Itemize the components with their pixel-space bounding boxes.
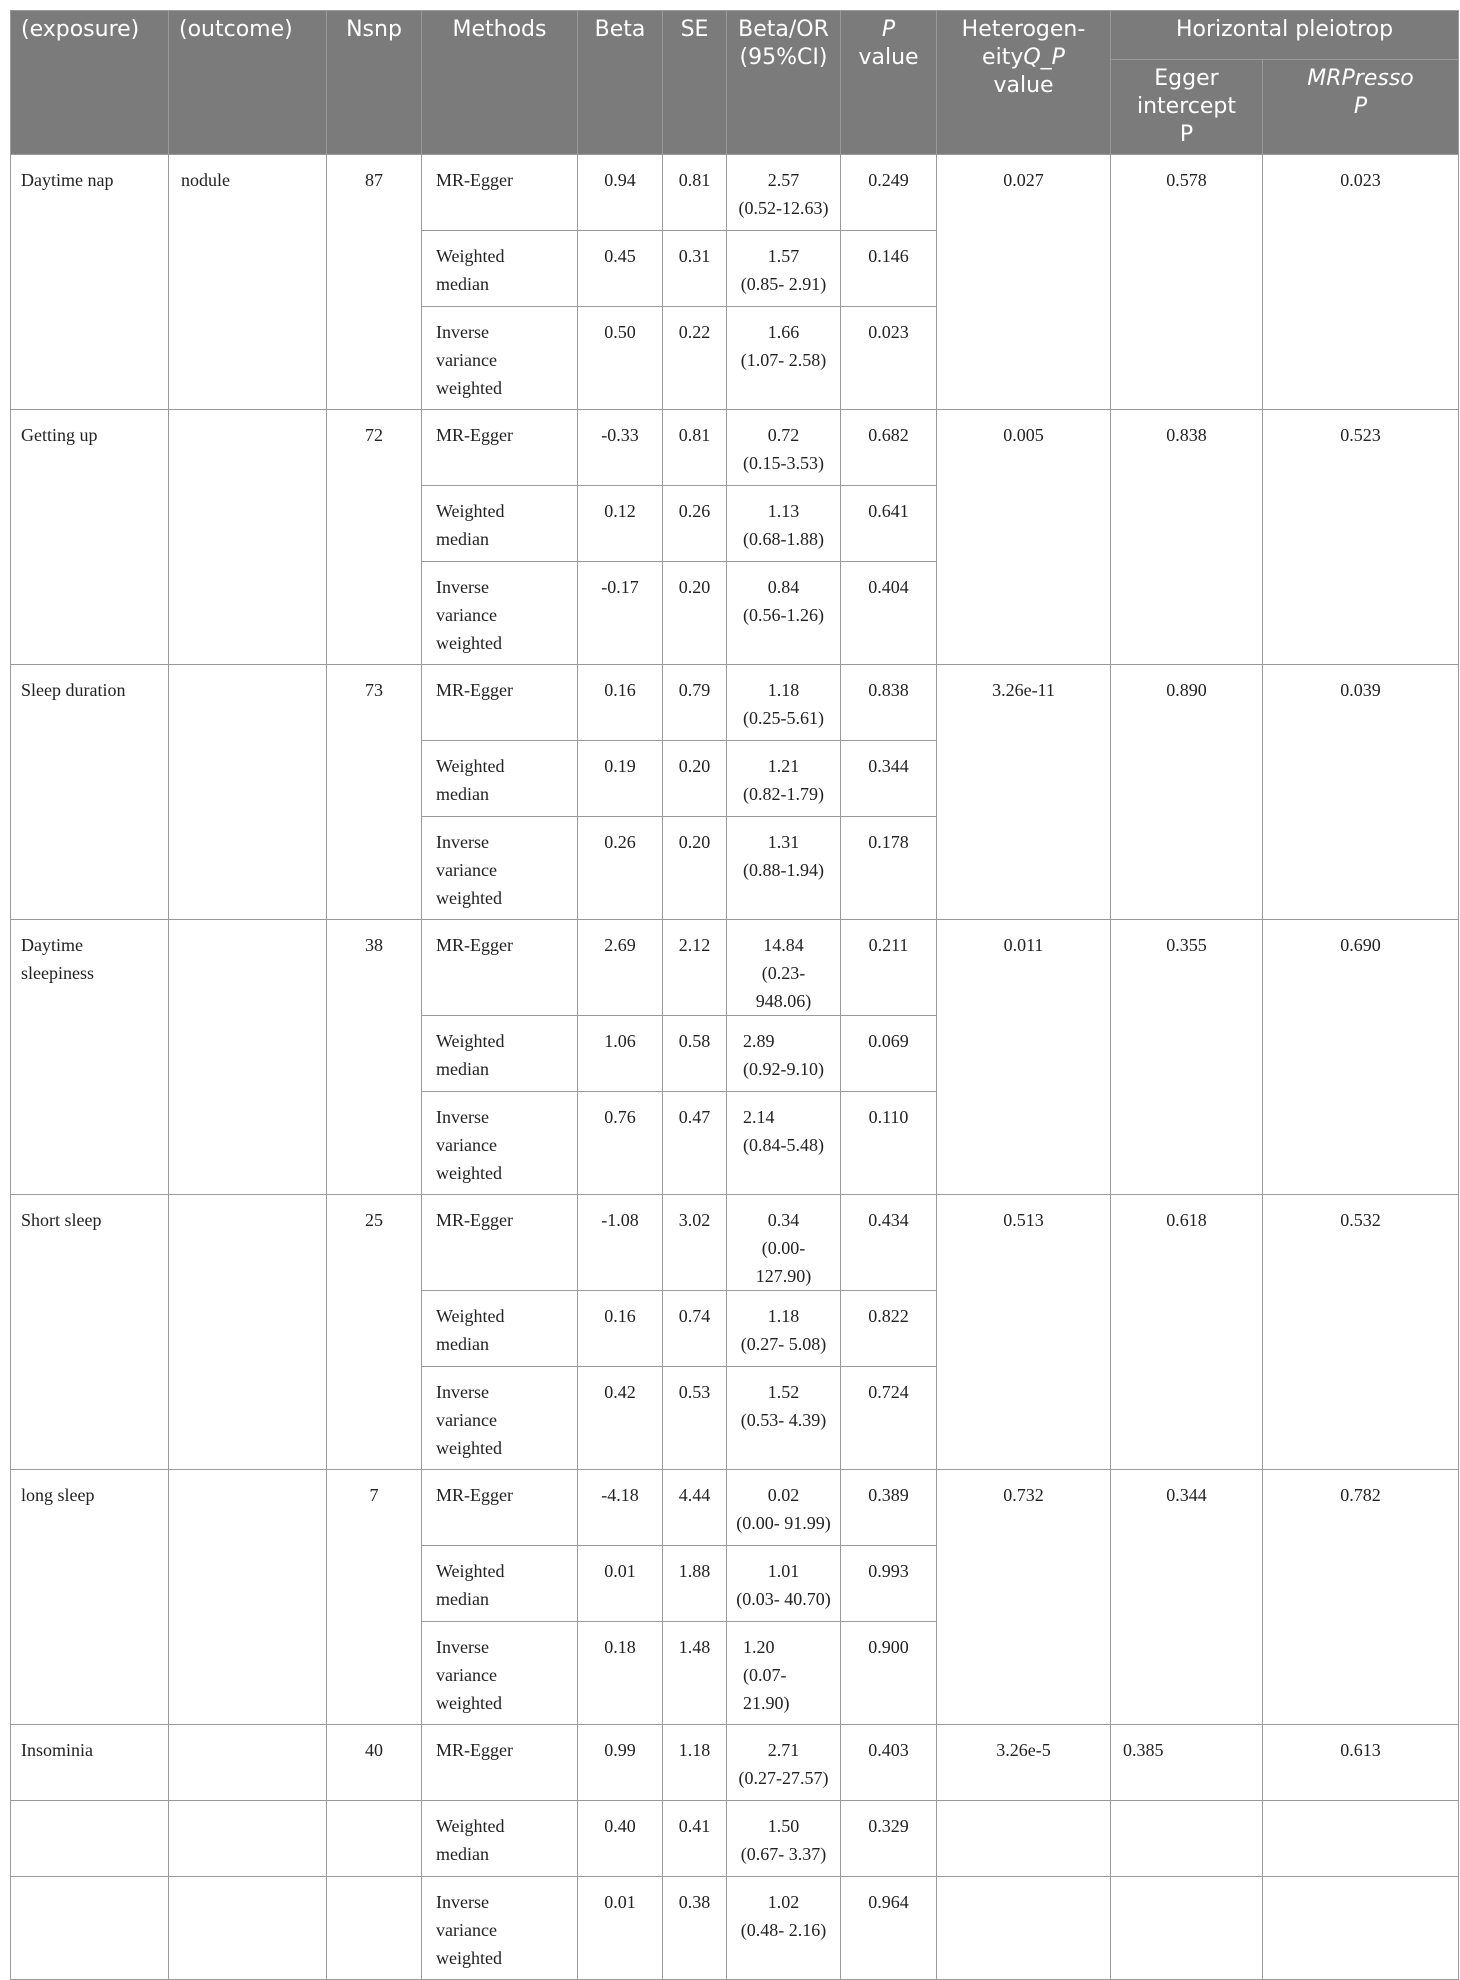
exposure-cell (11, 920, 169, 1195)
method-line2: variance (436, 1920, 497, 1940)
method-cell: MR-Egger (422, 1195, 578, 1291)
exposure-cell (11, 1877, 169, 1980)
or-value: 2.57 (767, 170, 800, 190)
method-cell (422, 486, 578, 562)
or-value: 1.18 (767, 1306, 800, 1326)
se-cell: 0.20 (663, 741, 727, 817)
heterogeneity-cell: 0.027 (937, 155, 1111, 410)
nsnp-cell: 73 (327, 665, 422, 920)
method-line1: Inverse (436, 1382, 489, 1402)
table-row (11, 1195, 1459, 1291)
se-cell: 0.53 (663, 1367, 727, 1470)
outcome-cell (169, 1877, 327, 1980)
or-value: 1.31 (767, 832, 800, 852)
beta-cell: 0.12 (578, 486, 663, 562)
or-value: 14.84 (763, 935, 804, 955)
header-het-line3: value (993, 73, 1054, 98)
mrpresso-cell: 0.613 (1263, 1725, 1459, 1801)
method-line2: median (436, 1334, 489, 1354)
method-line3: weighted (436, 1163, 502, 1183)
method-cell: MR-Egger (422, 1725, 578, 1801)
mrpresso-cell: 0.782 (1263, 1470, 1459, 1725)
header-mrpresso-line2: P (1353, 94, 1368, 119)
method-cell (422, 1877, 578, 1980)
or-ci: (0.53- 4.39) (740, 1410, 827, 1430)
se-cell: 3.02 (663, 1195, 727, 1291)
egger-intercept-cell: 0.890 (1111, 665, 1263, 920)
method-line2: variance (436, 1665, 497, 1685)
beta-cell: -0.33 (578, 410, 663, 486)
method-line1: Weighted (436, 246, 505, 266)
method-line3: weighted (436, 1438, 502, 1458)
exposure-cell: Insominia (11, 1725, 169, 1801)
outcome-cell: nodule (169, 155, 327, 410)
beta-cell: 0.42 (578, 1367, 663, 1470)
header-beta-or-line2: (95%CI) (739, 45, 828, 70)
beta-cell: 0.94 (578, 155, 663, 231)
or-ci: (0.27- 5.08) (740, 1334, 827, 1354)
header-egger-intercept (1111, 60, 1263, 155)
or-ci: (0.15-3.53) (743, 453, 824, 473)
header-egger-line1: Egger (1154, 66, 1219, 91)
se-cell: 0.81 (663, 410, 727, 486)
or-ci: (0.03- 40.70) (736, 1589, 831, 1609)
p-value-cell: 0.069 (841, 1016, 937, 1092)
p-value-cell: 0.389 (841, 1470, 937, 1546)
method-line2: variance (436, 605, 497, 625)
p-value-cell: 0.838 (841, 665, 937, 741)
se-cell: 0.26 (663, 486, 727, 562)
or-ci: (0.82-1.79) (743, 784, 824, 804)
beta-or-cell (727, 155, 841, 231)
p-value-cell: 0.434 (841, 1195, 937, 1291)
exposure-cell: Sleep duration (11, 665, 169, 920)
p-value-cell: 0.404 (841, 562, 937, 665)
heterogeneity-cell: 0.011 (937, 920, 1111, 1195)
header-beta-or (727, 11, 841, 155)
method-line1: Inverse (436, 1637, 489, 1657)
header-nsnp: Nsnp (327, 11, 422, 155)
or-value: 2.89 (743, 1031, 775, 1051)
beta-cell: 0.99 (578, 1725, 663, 1801)
heterogeneity-cell: 0.005 (937, 410, 1111, 665)
or-value: 1.13 (767, 501, 800, 521)
beta-cell: 0.16 (578, 665, 663, 741)
outcome-cell (169, 1801, 327, 1877)
beta-or-cell (727, 1546, 841, 1622)
or-value: 2.71 (767, 1740, 800, 1760)
beta-or-cell (727, 1291, 841, 1367)
beta-cell: -4.18 (578, 1470, 663, 1546)
exposure-line2: sleepiness (21, 963, 94, 983)
method-cell: MR-Egger (422, 410, 578, 486)
method-line1: Weighted (436, 756, 505, 776)
outcome-cell (169, 665, 327, 920)
p-value-cell: 0.023 (841, 307, 937, 410)
mrpresso-cell (1263, 1801, 1459, 1877)
mrpresso-cell (1263, 1877, 1459, 1980)
outcome-cell (169, 920, 327, 1195)
or-value: 0.72 (767, 425, 800, 445)
method-cell (422, 1291, 578, 1367)
method-line2: variance (436, 1410, 497, 1430)
or-ci: (0.25-5.61) (743, 708, 824, 728)
heterogeneity-cell (937, 1877, 1111, 1980)
header-mrpresso (1263, 60, 1459, 155)
beta-cell: -0.17 (578, 562, 663, 665)
method-line1: Weighted (436, 1306, 505, 1326)
p-value-cell: 0.964 (841, 1877, 937, 1980)
p-value-cell: 0.146 (841, 231, 937, 307)
method-cell (422, 741, 578, 817)
header-exposure: (exposure) (11, 11, 169, 155)
method-line1: Inverse (436, 1107, 489, 1127)
nsnp-cell (327, 1801, 422, 1877)
or-ci: (0.56-1.26) (743, 605, 824, 625)
p-value-cell: 0.329 (841, 1801, 937, 1877)
table-row (11, 155, 1459, 231)
header-het-line1: Heterogen- (961, 17, 1086, 42)
method-line2: variance (436, 1135, 497, 1155)
beta-cell: 0.40 (578, 1801, 663, 1877)
or-value: 2.14 (743, 1107, 775, 1127)
table-row (11, 665, 1459, 741)
header-outcome: (outcome) (169, 11, 327, 155)
header-het-line2a: eity (982, 45, 1024, 70)
beta-cell: 0.19 (578, 741, 663, 817)
beta-or-cell (727, 1801, 841, 1877)
or-ci: (0.68-1.88) (743, 529, 824, 549)
method-cell: MR-Egger (422, 920, 578, 1016)
egger-intercept-cell: 0.385 (1111, 1725, 1263, 1801)
or-value: 1.57 (767, 246, 800, 266)
outcome-cell (169, 1470, 327, 1725)
se-cell: 1.88 (663, 1546, 727, 1622)
or-value: 1.01 (767, 1561, 800, 1581)
method-cell (422, 1622, 578, 1725)
se-cell: 1.18 (663, 1725, 727, 1801)
mrpresso-cell: 0.523 (1263, 410, 1459, 665)
beta-or-cell (727, 1092, 841, 1195)
table-row (11, 920, 1459, 1016)
method-line1: Weighted (436, 1561, 505, 1581)
method-line3: weighted (436, 888, 502, 908)
method-line3: weighted (436, 1948, 502, 1968)
beta-or-cell (727, 231, 841, 307)
or-ci: (0.23-948.06) (755, 963, 812, 1011)
beta-or-cell (727, 1877, 841, 1980)
method-cell (422, 817, 578, 920)
method-cell (422, 1801, 578, 1877)
se-cell: 0.74 (663, 1291, 727, 1367)
header-heterogeneity (937, 11, 1111, 155)
or-ci: (0.00-127.90) (755, 1238, 812, 1286)
beta-or-cell (727, 741, 841, 817)
beta-cell: 0.26 (578, 817, 663, 920)
header-egger-line3: P (1179, 122, 1194, 147)
nsnp-cell: 25 (327, 1195, 422, 1470)
outcome-cell (169, 1195, 327, 1470)
nsnp-cell: 72 (327, 410, 422, 665)
method-line1: Inverse (436, 1892, 489, 1912)
egger-intercept-cell (1111, 1877, 1263, 1980)
or-ci: (0.85- 2.91) (740, 274, 827, 294)
method-cell (422, 231, 578, 307)
se-cell: 1.48 (663, 1622, 727, 1725)
method-line2: variance (436, 860, 497, 880)
beta-cell: 1.06 (578, 1016, 663, 1092)
header-se: SE (663, 11, 727, 155)
method-line2: median (436, 784, 489, 804)
beta-or-cell (727, 486, 841, 562)
outcome-cell (169, 1725, 327, 1801)
mrpresso-cell: 0.039 (1263, 665, 1459, 920)
p-value-cell: 0.211 (841, 920, 937, 1016)
p-value-cell: 0.993 (841, 1546, 937, 1622)
se-cell: 0.38 (663, 1877, 727, 1980)
p-value-cell: 0.249 (841, 155, 937, 231)
nsnp-cell: 38 (327, 920, 422, 1195)
nsnp-cell (327, 1877, 422, 1980)
beta-cell: 0.45 (578, 231, 663, 307)
method-line3: weighted (436, 633, 502, 653)
heterogeneity-cell: 3.26e-5 (937, 1725, 1111, 1801)
se-cell: 0.79 (663, 665, 727, 741)
egger-intercept-cell (1111, 1801, 1263, 1877)
heterogeneity-cell: 3.26e-11 (937, 665, 1111, 920)
method-cell (422, 1367, 578, 1470)
beta-or-cell (727, 410, 841, 486)
or-value: 1.52 (767, 1382, 800, 1402)
p-value-cell: 0.822 (841, 1291, 937, 1367)
header-beta-or-line1: Beta/OR (738, 17, 829, 42)
beta-cell: 0.50 (578, 307, 663, 410)
or-ci: (1.07- 2.58) (740, 350, 827, 370)
or-value: 1.02 (767, 1892, 800, 1912)
header-horizontal-pleiotropy: Horizontal pleiotrop (1111, 11, 1459, 60)
beta-or-cell (727, 920, 841, 1016)
header-mrpresso-line1: MRPresso (1307, 66, 1414, 91)
header-het-line2b: Q_P (1023, 45, 1065, 70)
se-cell: 0.22 (663, 307, 727, 410)
p-value-cell: 0.682 (841, 410, 937, 486)
se-cell: 0.81 (663, 155, 727, 231)
se-cell: 0.31 (663, 231, 727, 307)
beta-cell: 0.76 (578, 1092, 663, 1195)
p-value-cell: 0.178 (841, 817, 937, 920)
method-cell (422, 562, 578, 665)
p-value-cell: 0.403 (841, 1725, 937, 1801)
beta-or-cell (727, 1622, 841, 1725)
beta-cell: 0.01 (578, 1546, 663, 1622)
beta-or-cell (727, 1367, 841, 1470)
or-ci: (0.84-5.48) (743, 1135, 824, 1155)
method-cell: MR-Egger (422, 1470, 578, 1546)
or-value: 0.02 (767, 1485, 800, 1505)
nsnp-cell: 87 (327, 155, 422, 410)
beta-or-cell (727, 307, 841, 410)
method-line2: median (436, 274, 489, 294)
method-line2: variance (436, 350, 497, 370)
beta-cell: 0.18 (578, 1622, 663, 1725)
method-line2: median (436, 1589, 489, 1609)
method-line1: Weighted (436, 501, 505, 521)
method-line1: Inverse (436, 832, 489, 852)
beta-or-cell (727, 562, 841, 665)
method-cell: MR-Egger (422, 155, 578, 231)
header-p-value (841, 11, 937, 155)
or-value: 1.21 (767, 756, 800, 776)
method-line2: median (436, 1844, 489, 1864)
p-value-cell: 0.724 (841, 1367, 937, 1470)
or-value: 1.20 (743, 1637, 775, 1657)
beta-or-cell (727, 1470, 841, 1546)
exposure-cell: Daytime nap (11, 155, 169, 410)
egger-intercept-cell: 0.618 (1111, 1195, 1263, 1470)
method-line1: Inverse (436, 322, 489, 342)
egger-intercept-cell: 0.355 (1111, 920, 1263, 1195)
mrpresso-cell: 0.690 (1263, 920, 1459, 1195)
se-cell: 0.20 (663, 562, 727, 665)
heterogeneity-cell: 0.732 (937, 1470, 1111, 1725)
egger-intercept-cell: 0.578 (1111, 155, 1263, 410)
table-body (11, 155, 1459, 1980)
or-value: 0.34 (767, 1210, 800, 1230)
header-egger-line2: intercept (1137, 94, 1236, 119)
table-row (11, 1470, 1459, 1546)
header-het-line2 (943, 44, 1104, 72)
or-value: 1.66 (767, 322, 800, 342)
method-cell: MR-Egger (422, 665, 578, 741)
beta-or-cell (727, 1016, 841, 1092)
method-line1: Inverse (436, 577, 489, 597)
method-cell (422, 1016, 578, 1092)
table-row (11, 1801, 1459, 1877)
exposure-cell: long sleep (11, 1470, 169, 1725)
se-cell: 4.44 (663, 1470, 727, 1546)
method-cell (422, 307, 578, 410)
or-ci: (0.07- 21.90) (743, 1665, 790, 1713)
header-p-line1: P (881, 17, 896, 42)
header-methods: Methods (422, 11, 578, 155)
or-value: 1.50 (767, 1816, 800, 1836)
beta-cell: -1.08 (578, 1195, 663, 1291)
mrpresso-cell: 0.532 (1263, 1195, 1459, 1470)
egger-intercept-cell: 0.344 (1111, 1470, 1263, 1725)
method-cell (422, 1092, 578, 1195)
nsnp-cell: 40 (327, 1725, 422, 1801)
heterogeneity-cell: 0.513 (937, 1195, 1111, 1470)
beta-or-cell (727, 1195, 841, 1291)
table-row (11, 1877, 1459, 1980)
or-ci: (0.92-9.10) (743, 1059, 824, 1079)
or-ci: (0.27-27.57) (738, 1768, 829, 1788)
exposure-cell (11, 1801, 169, 1877)
heterogeneity-cell (937, 1801, 1111, 1877)
or-ci: (0.48- 2.16) (740, 1920, 827, 1940)
p-value-cell: 0.344 (841, 741, 937, 817)
p-value-cell: 0.110 (841, 1092, 937, 1195)
egger-intercept-cell: 0.838 (1111, 410, 1263, 665)
p-value-cell: 0.641 (841, 486, 937, 562)
method-line3: weighted (436, 1693, 502, 1713)
beta-or-cell (727, 665, 841, 741)
table-row (11, 410, 1459, 486)
table-row (11, 1725, 1459, 1801)
or-value: 0.84 (767, 577, 800, 597)
method-line3: weighted (436, 378, 502, 398)
se-cell: 0.41 (663, 1801, 727, 1877)
header-p-line2: value (858, 45, 919, 70)
se-cell: 0.47 (663, 1092, 727, 1195)
method-line1: Weighted (436, 1031, 505, 1051)
method-line2: median (436, 529, 489, 549)
or-ci: (0.67- 3.37) (740, 1844, 827, 1864)
method-cell (422, 1546, 578, 1622)
p-value-cell: 0.900 (841, 1622, 937, 1725)
exposure-cell: Short sleep (11, 1195, 169, 1470)
header-beta: Beta (578, 11, 663, 155)
beta-or-cell (727, 1725, 841, 1801)
nsnp-cell: 7 (327, 1470, 422, 1725)
beta-cell: 0.01 (578, 1877, 663, 1980)
or-ci: (0.88-1.94) (743, 860, 824, 880)
se-cell: 0.58 (663, 1016, 727, 1092)
se-cell: 2.12 (663, 920, 727, 1016)
se-cell: 0.20 (663, 817, 727, 920)
or-value: 1.18 (767, 680, 800, 700)
mrpresso-cell: 0.023 (1263, 155, 1459, 410)
or-ci: (0.52-12.63) (738, 198, 829, 218)
beta-cell: 0.16 (578, 1291, 663, 1367)
results-table (10, 10, 1459, 1980)
method-line1: Weighted (436, 1816, 505, 1836)
or-ci: (0.00- 91.99) (736, 1513, 831, 1533)
exposure-line1: Daytime (21, 935, 83, 955)
method-line2: median (436, 1059, 489, 1079)
exposure-cell: Getting up (11, 410, 169, 665)
outcome-cell (169, 410, 327, 665)
beta-or-cell (727, 817, 841, 920)
beta-cell: 2.69 (578, 920, 663, 1016)
